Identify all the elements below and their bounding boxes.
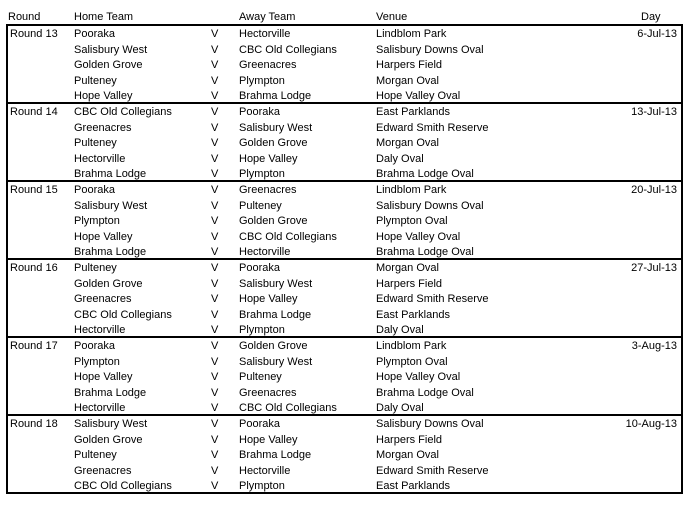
away-team: Hope Valley (239, 293, 298, 305)
venue: Morgan Oval (376, 74, 439, 87)
header-day: Day (641, 11, 661, 23)
venue: Salisbury Downs Oval (376, 418, 484, 430)
home-team: CBC Old Collegians (74, 106, 172, 118)
versus-marker: V (211, 106, 219, 118)
venue: East Parklands (376, 480, 450, 492)
venue: Harpers Field (376, 433, 443, 446)
match-day: 10-Aug-13 (625, 418, 677, 430)
venue: Lindblom Park (376, 28, 447, 40)
venue: Lindblom Park (376, 340, 447, 352)
home-team: Greenacres (74, 121, 132, 134)
venue: Plympton Oval (376, 355, 448, 368)
away-team: Golden Grove (239, 340, 308, 352)
versus-marker: V (211, 246, 219, 258)
match-day: 27-Jul-13 (631, 262, 677, 274)
away-team: Brahma Lodge (239, 308, 312, 321)
round-block (6, 336, 683, 416)
versus-marker: V (211, 277, 219, 290)
versus-marker: V (211, 418, 219, 430)
versus-marker: V (211, 480, 219, 492)
versus-marker: V (211, 90, 219, 102)
round-label: Round 15 (10, 184, 58, 196)
home-team: Hectorville (74, 324, 126, 336)
match-row (8, 386, 681, 402)
match-row (8, 214, 681, 230)
venue: Daly Oval (376, 152, 424, 165)
header-round: Round (8, 11, 41, 23)
match-row (8, 433, 681, 449)
venue: Hope Valley Oval (376, 230, 461, 243)
home-team: Brahma Lodge (74, 246, 147, 258)
away-team: Hope Valley (239, 433, 298, 446)
home-team: CBC Old Collegians (74, 308, 172, 321)
away-team: Plympton (239, 480, 285, 492)
home-team: Pulteney (74, 449, 117, 461)
versus-marker: V (211, 402, 219, 414)
away-team: Pooraka (239, 106, 280, 118)
versus-marker: V (211, 28, 219, 40)
header-away-team: Away Team (239, 11, 296, 23)
venue: Hope Valley Oval (376, 371, 461, 383)
home-team: Salisbury West (74, 199, 148, 212)
header-venue: Venue (376, 11, 408, 23)
match-row (8, 308, 681, 324)
away-team: Greenacres (239, 386, 297, 399)
home-team: Brahma Lodge (74, 168, 147, 180)
away-team: Pooraka (239, 418, 280, 430)
away-team: CBC Old Collegians (239, 230, 337, 243)
venue: Hope Valley Oval (376, 90, 461, 102)
match-row (8, 74, 681, 90)
home-team: Salisbury West (74, 418, 148, 430)
versus-marker: V (211, 324, 219, 336)
away-team: Plympton (239, 168, 285, 180)
versus-marker: V (211, 199, 219, 212)
away-team: CBC Old Collegians (239, 43, 337, 56)
match-day: 20-Jul-13 (631, 184, 677, 196)
match-row (8, 370, 681, 386)
versus-marker: V (211, 262, 219, 274)
match-row (8, 27, 681, 43)
venue: Daly Oval (376, 402, 424, 414)
venue: East Parklands (376, 106, 450, 118)
match-row (8, 464, 681, 480)
away-team: Plympton (239, 324, 285, 336)
versus-marker: V (211, 355, 219, 368)
versus-marker: V (211, 308, 219, 321)
away-team: CBC Old Collegians (239, 402, 337, 414)
home-team: Greenacres (74, 293, 132, 305)
match-row (8, 136, 681, 152)
round-label: Round 18 (10, 418, 58, 430)
away-team: Golden Grove (239, 137, 308, 149)
away-team: Greenacres (239, 59, 297, 71)
home-team: Hectorville (74, 152, 126, 165)
match-row (8, 105, 681, 121)
versus-marker: V (211, 43, 219, 56)
home-team: Hectorville (74, 402, 126, 414)
versus-marker: V (211, 59, 219, 71)
away-team: Salisbury West (239, 121, 313, 134)
round-label: Round 17 (10, 340, 58, 352)
versus-marker: V (211, 137, 219, 149)
venue: Edward Smith Reserve (376, 464, 489, 477)
match-row (8, 448, 681, 464)
venue: Lindblom Park (376, 184, 447, 196)
home-team: Pooraka (74, 28, 115, 40)
versus-marker: V (211, 340, 219, 352)
home-team: Pooraka (74, 184, 115, 196)
versus-marker: V (211, 121, 219, 134)
away-team: Salisbury West (239, 277, 313, 290)
match-row (8, 230, 681, 246)
home-team: Pulteney (74, 74, 117, 87)
versus-marker: V (211, 74, 219, 87)
venue: Brahma Lodge Oval (376, 168, 474, 180)
venue: Harpers Field (376, 277, 443, 290)
versus-marker: V (211, 371, 219, 383)
match-row (8, 199, 681, 215)
round-label: Round 16 (10, 262, 58, 274)
home-team: Pulteney (74, 137, 117, 149)
venue: Brahma Lodge Oval (376, 246, 474, 258)
home-team: Hope Valley (74, 90, 133, 102)
match-row (8, 58, 681, 74)
round-block (6, 258, 683, 338)
column-header-row (0, 0, 693, 22)
round-block (6, 24, 683, 104)
versus-marker: V (211, 433, 219, 446)
away-team: Salisbury West (239, 355, 313, 368)
home-team: Greenacres (74, 464, 132, 477)
home-team: Golden Grove (74, 433, 143, 446)
venue: Brahma Lodge Oval (376, 386, 474, 399)
round-label: Round 13 (10, 28, 58, 40)
away-team: Pulteney (239, 371, 282, 383)
match-row (8, 292, 681, 308)
venue: Harpers Field (376, 59, 443, 71)
versus-marker: V (211, 386, 219, 399)
away-team: Plympton (239, 74, 285, 87)
away-team: Pooraka (239, 262, 280, 274)
versus-marker: V (211, 168, 219, 180)
away-team: Golden Grove (239, 215, 308, 227)
match-day: 3-Aug-13 (631, 340, 677, 352)
away-team: Pulteney (239, 199, 282, 212)
venue: Edward Smith Reserve (376, 293, 489, 305)
match-row (8, 339, 681, 355)
venue: Morgan Oval (376, 449, 439, 461)
match-row (8, 277, 681, 293)
match-day: 6-Jul-13 (637, 28, 677, 40)
venue: Edward Smith Reserve (376, 121, 489, 134)
home-team: Pulteney (74, 262, 117, 274)
home-team: Salisbury West (74, 43, 148, 56)
versus-marker: V (211, 230, 219, 243)
away-team: Brahma Lodge (239, 90, 312, 102)
venue: East Parklands (376, 308, 450, 321)
match-row (8, 417, 681, 433)
home-team: Brahma Lodge (74, 386, 147, 399)
match-row (8, 355, 681, 371)
versus-marker: V (211, 184, 219, 196)
match-row (8, 183, 681, 199)
versus-marker: V (211, 449, 219, 461)
venue: Daly Oval (376, 324, 424, 336)
away-team: Hectorville (239, 246, 291, 258)
away-team: Hectorville (239, 28, 291, 40)
match-day: 13-Jul-13 (631, 106, 677, 118)
round-block (6, 180, 683, 260)
round-label: Round 14 (10, 106, 58, 118)
home-team: Plympton (74, 355, 120, 368)
round-block (6, 414, 683, 494)
versus-marker: V (211, 293, 219, 305)
versus-marker: V (211, 215, 219, 227)
match-row (8, 479, 681, 495)
home-team: Golden Grove (74, 59, 143, 71)
venue: Salisbury Downs Oval (376, 43, 484, 56)
home-team: Pooraka (74, 340, 115, 352)
away-team: Greenacres (239, 184, 297, 196)
venue: Morgan Oval (376, 262, 439, 274)
header-home-team: Home Team (74, 11, 134, 23)
home-team: Hope Valley (74, 230, 133, 243)
versus-marker: V (211, 152, 219, 165)
away-team: Hope Valley (239, 152, 298, 165)
versus-marker: V (211, 464, 219, 477)
away-team: Hectorville (239, 464, 291, 477)
round-block (6, 102, 683, 182)
home-team: Golden Grove (74, 277, 143, 290)
home-team: Plympton (74, 215, 120, 227)
venue: Morgan Oval (376, 137, 439, 149)
home-team: CBC Old Collegians (74, 480, 172, 492)
match-row (8, 121, 681, 137)
match-row (8, 152, 681, 168)
match-row (8, 261, 681, 277)
away-team: Brahma Lodge (239, 449, 312, 461)
home-team: Hope Valley (74, 371, 133, 383)
venue: Salisbury Downs Oval (376, 199, 484, 212)
match-row (8, 43, 681, 59)
venue: Plympton Oval (376, 215, 448, 227)
